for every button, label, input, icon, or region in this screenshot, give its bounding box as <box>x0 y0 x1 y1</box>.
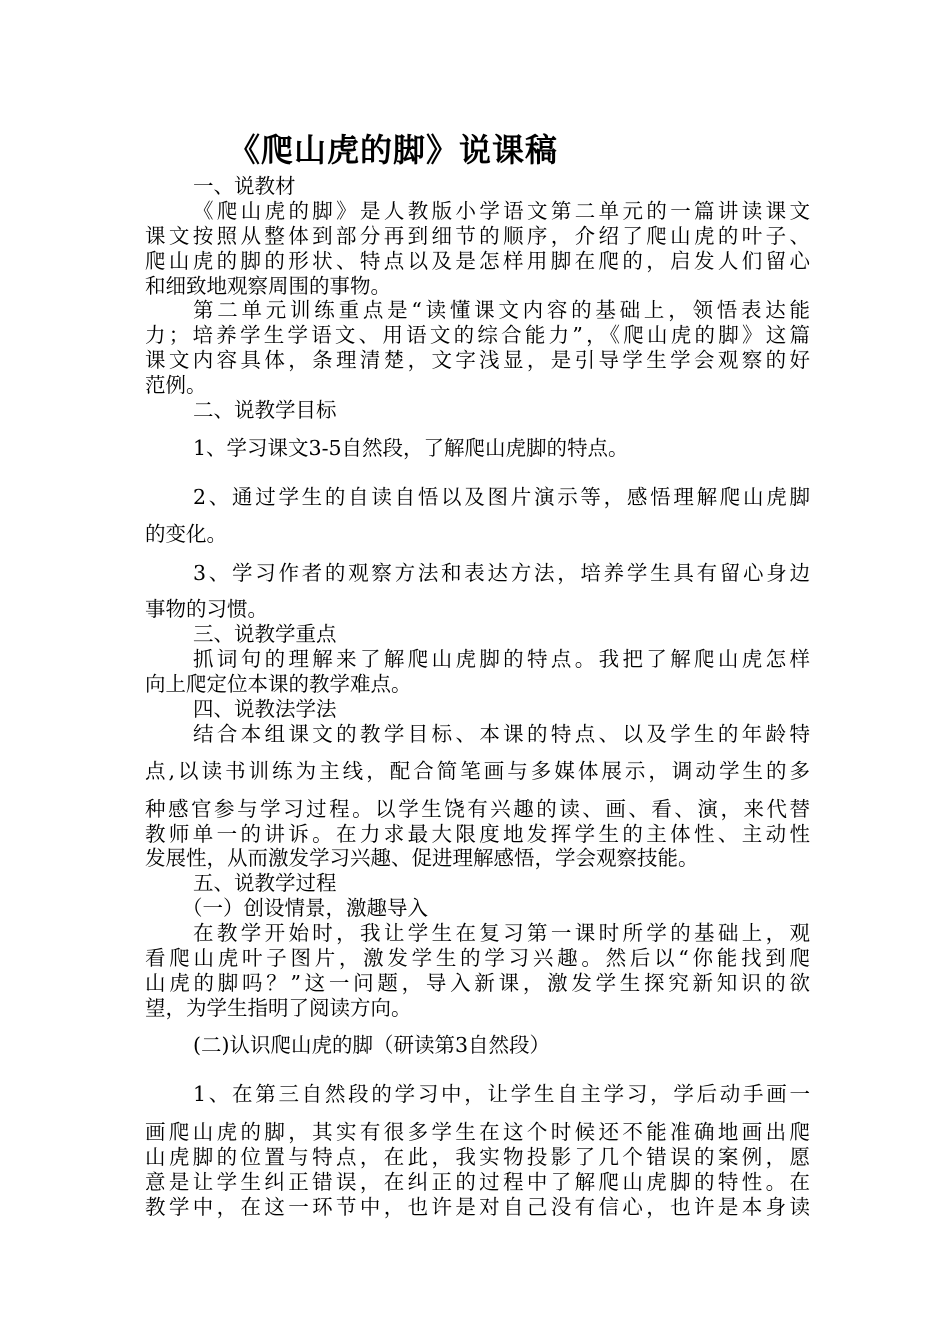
paragraph-line: 抓词句的理解来了解爬山虎脚的特点。我把了解爬山虎怎样 <box>193 647 810 671</box>
paragraph-line: 教师单一的讲诉。在力求最大限度地发挥学生的主体性、主动性 <box>145 822 810 846</box>
paragraph-line: 课文内容具体，条理清楚，文字浅显，是引导学生学会观察的好 <box>145 348 810 372</box>
paragraph-line: 和细致地观察周围的事物。 <box>145 274 391 298</box>
paragraph-line: 种感官参与学习过程。以学生饶有兴趣的读、画、看、演，来代替 <box>145 797 810 821</box>
paragraph-line: 的变化。 <box>145 522 227 546</box>
paragraph-line: 山虎脚的位置与特点，在此，我实物投影了几个错误的案例，愿 <box>145 1145 810 1169</box>
document-title: 《爬山虎的脚》说课稿 <box>228 131 559 169</box>
paragraph-line: 结合本组课文的教学目标、本课的特点、以及学生的年龄特 <box>193 722 810 746</box>
paragraph-line: 点,以读书训练为主线，配合简笔画与多媒体展示，调动学生的多 <box>145 759 810 783</box>
paragraph-line: 画爬山虎的脚，其实有很多学生在这个时候还不能准确地画出爬 <box>145 1120 810 1144</box>
paragraph-line: 教学中，在这一环节中，也许是对自己没有信心，也许是本身读 <box>145 1195 810 1219</box>
paragraph-line: 望，为学生指明了阅读方向。 <box>145 996 412 1020</box>
subheading-step-2: (二)认识爬山虎的脚（研读第3自然段） <box>193 1033 551 1057</box>
heading-section-5: 五、说教学过程 <box>193 871 337 895</box>
paragraph-line: 爬山虎的脚的形状、特点以及是怎样用脚在爬的，启发人们留心 <box>145 249 810 273</box>
paragraph-line: 《爬山虎的脚》是人教版小学语文第二单元的一篇讲读课文 <box>193 199 810 223</box>
list-item-goal-3: 3、学习作者的观察方法和表达方法，培养学生具有留心身边 <box>193 561 810 585</box>
heading-section-2: 二、说教学目标 <box>193 398 337 422</box>
paragraph-line: 意是让学生纠正错误，在纠正的过程中了解爬山虎脚的特性。在 <box>145 1170 810 1194</box>
paragraph-line: 范例。 <box>145 373 207 397</box>
paragraph-line: 山虎的脚吗？”这一问题，导入新课，激发学生探究新知识的欲 <box>145 971 810 995</box>
list-item-goal-2: 2、通过学生的自读自悟以及图片演示等，感悟理解爬山虎脚 <box>193 485 810 509</box>
list-item-goal-1: 1、学习课文3-5自然段，了解爬山虎脚的特点。 <box>193 436 629 460</box>
paragraph-line: 课文按照从整体到部分再到细节的顺序，介绍了爬山虎的叶子、 <box>145 224 810 248</box>
heading-section-4: 四、说教法学法 <box>193 697 337 721</box>
paragraph-line: 发展性，从而激发学习兴趣、促进理解感悟，学会观察技能。 <box>145 846 699 870</box>
paragraph-line: 1、在第三自然段的学习中，让学生自主学习，学后动手画一 <box>193 1082 810 1106</box>
paragraph-line: 向上爬定位本课的教学难点。 <box>145 672 412 696</box>
heading-section-1: 一、说教材 <box>193 174 296 198</box>
paragraph-line: 在教学开始时，我让学生在复习第一课时所学的基础上，观 <box>193 921 810 945</box>
paragraph-line: 力；培养学生学语文、用语文的综合能力”，《爬山虎的脚》这篇 <box>145 323 810 347</box>
paragraph-line: 第二单元训练重点是“读懂课文内容的基础上，领悟表达能 <box>193 298 810 322</box>
heading-section-3: 三、说教学重点 <box>193 622 337 646</box>
subheading-step-1: （一）创设情景，激趣导入 <box>182 896 428 920</box>
paragraph-line: 事物的习惯。 <box>145 597 268 621</box>
paragraph-line: 看爬山虎叶子图片，激发学生的学习兴趣。然后以“你能找到爬 <box>145 946 810 970</box>
